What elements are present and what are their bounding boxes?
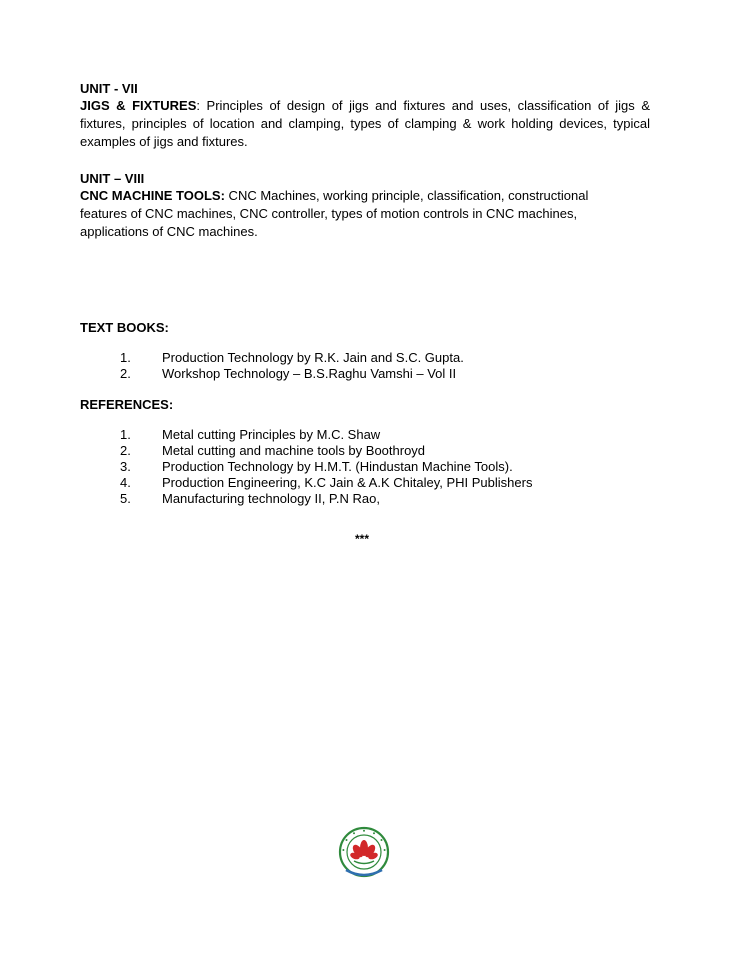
list-item-text: Production Engineering, K.C Jain & A.K Chitaley, PHI Publishers [162,475,533,490]
unit-8-heading: UNIT – VIII [80,171,145,186]
list-item-number: 1. [120,350,131,365]
list-item-number: 3. [120,459,131,474]
text-books-heading: TEXT BOOKS: [80,320,169,335]
university-seal-icon [336,826,392,882]
unit-8-line-2: features of CNC machines, CNC controller, types of motion controls in CNC machines, [80,206,578,221]
list-item-number: 2. [120,443,131,458]
list-item-number: 5. [120,491,131,506]
list-item-number: 4. [120,475,131,490]
list-item-text: Manufacturing technology II, P.N Rao, [162,491,380,506]
list-item-number: 1. [120,427,131,442]
unit-8-title: CNC MACHINE TOOLS: [80,188,225,203]
references-heading: REFERENCES: [80,397,174,412]
unit-8-line-3: applications of CNC machines. [80,224,258,239]
list-item-text: Metal cutting Principles by M.C. Shaw [162,427,381,442]
end-mark: *** [355,532,370,546]
list-item-text: Metal cutting and machine tools by Boothroyd [162,443,426,458]
list-item-text: Production Technology by R.K. Jain and S.C. Gupta. [162,350,464,365]
unit-7-title: JIGS & FIXTURES [80,98,197,113]
unit-7-heading: UNIT - VII [80,81,138,96]
unit-7-paragraph [80,97,650,151]
unit-7-separator: : [196,98,201,113]
list-item-number: 2. [120,366,131,381]
unit-7-body: Principles of design of jigs and fixtures and uses, classification of jigs & fixtures, principles of location and clamping, types of clamping & work holding devices, typical examples of jigs and fixtures. [80,98,650,149]
unit-8-paragraph [80,187,650,241]
list-item-text: Production Technology by H.M.T. (Hindustan Machine Tools). [162,459,513,474]
unit-8-line-1-text: CNC Machines, working principle, classification, constructional [224,188,589,203]
list-item-text: Workshop Technology – B.S.Raghu Vamshi – Vol II [162,366,457,381]
unit-8-line-1 [80,187,650,205]
